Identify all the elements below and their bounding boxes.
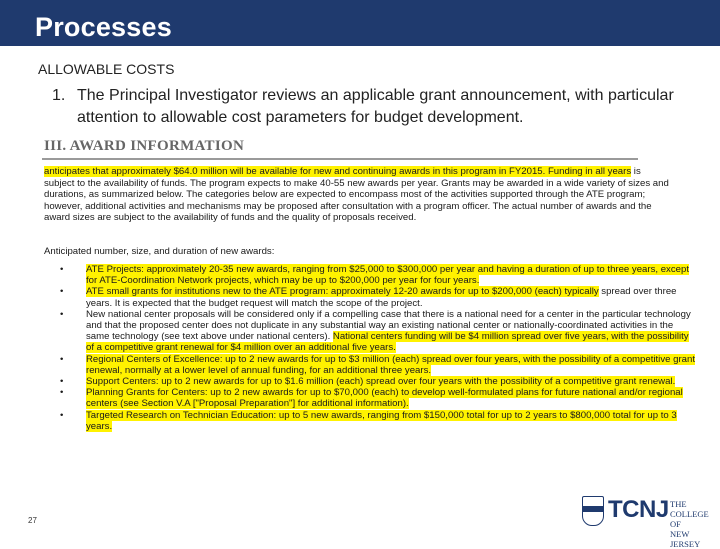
award-paragraph <box>44 166 669 224</box>
bullet-highlight: Targeted Research on Technician Education: up to 5 new awards, ranging from $150,000 total for up to 2 years to $800,000 total for up to 3 years. <box>86 409 677 432</box>
logo-line-1: THE COLLEGE OF <box>670 499 709 529</box>
section-rule <box>42 158 638 160</box>
bullet-rest: New national center proposals will be considered only if a compelling case that there is a national need for a center in the particular technology and that the proposed center does not duplicate in any substantial way an existing national center or nationally-coordinated activities in the same technology (see text above under national centers). <box>86 308 691 343</box>
logo-mark: TCNJ <box>608 496 669 523</box>
bullet-highlight: Planning Grants for Centers: up to 2 new awards for up to $70,000 (each) to develop well-formulated plans for future national and/or regional centers (see Section V.A ["Proposal Preparation"] for additional information). <box>86 387 683 410</box>
bullet-highlight: ATE small grants for institutions new to the ATE program: approximately 12-20 awards for up to $200,000 (each) typically <box>86 286 599 298</box>
point-text: The Principal Investigator reviews an applicable grant announcement, with particular attention to allowable cost parameters for budget development. <box>77 87 674 126</box>
slide-title: Processes <box>35 12 172 42</box>
list-item <box>60 409 699 432</box>
bullet-icon: • <box>60 264 64 275</box>
tcnj-logo <box>578 494 718 549</box>
page-number: 27 <box>28 516 37 525</box>
bullet-highlight: National centers funding will be $4 million spread over five years, with the possibility of a competitive grant renewal for $4 million over an additional five years. <box>86 331 689 354</box>
bullet-icon: • <box>60 409 64 421</box>
bullet-rest: spread over three years. It is expected that the budget request will match the scope of the project. <box>86 286 677 309</box>
bullet-icon: • <box>60 286 64 298</box>
bullet-icon: • <box>60 308 64 320</box>
list-item <box>60 387 699 410</box>
point-number: 1. <box>52 87 66 104</box>
numbered-point <box>52 85 692 129</box>
logo-line-2: NEW JERSEY <box>670 529 701 549</box>
college-crest-icon <box>582 496 604 526</box>
para-rest: is subject to the availability of funds. The program expects to make 40-55 new awards per year. Grants may be awarded in a wide variety of sizes and durations, as summarized below. The categories below are expected to encompass most of the activities supported through the ATE program; however, additional activities and mechanisms may be proposed after consultation with a program officer. The actual number of awards and the award sizes are subject to the availability of funds and the quality of proposals received. <box>44 166 669 223</box>
para-highlight: anticipates that approximately $64.0 million will be available for new and continuing awards in this program in FY2015. Funding in all years <box>44 166 632 177</box>
list-item <box>60 376 699 388</box>
logo-wordmark <box>670 499 718 549</box>
bullet-highlight: ATE Projects: approximately 20-35 new awards, ranging from $25,000 to $300,000 per year and having a duration of up to three years, except for ATE-Coordination Network projects, which may be up to $200,000 per year for four years. <box>86 264 689 287</box>
list-item <box>60 308 699 354</box>
section-heading: III. AWARD INFORMATION <box>44 138 245 154</box>
awards-lead: Anticipated number, size, and duration of new awards: <box>44 246 275 257</box>
slide-subtitle: ALLOWABLE COSTS <box>38 61 175 77</box>
list-item <box>60 264 699 287</box>
bullet-highlight: Support Centers: up to 2 new awards for up to $1.6 million (each) spread over four years with the possibility of a competitive grant renewal. <box>86 376 676 388</box>
list-item <box>60 286 699 309</box>
bullet-icon: • <box>60 376 64 388</box>
bullet-highlight: Regional Centers of Excellence: up to 2 new awards for up to $3 million (each) spread over four years, with the possibility of a competitive grant renewal, normally at a lower level of annual funding, for an additional three years. <box>86 353 695 376</box>
bullet-icon: • <box>60 387 64 399</box>
bullet-icon: • <box>60 353 64 365</box>
list-item <box>60 353 699 376</box>
awards-list <box>56 264 699 432</box>
title-bar <box>0 0 720 46</box>
document-excerpt <box>42 138 695 466</box>
